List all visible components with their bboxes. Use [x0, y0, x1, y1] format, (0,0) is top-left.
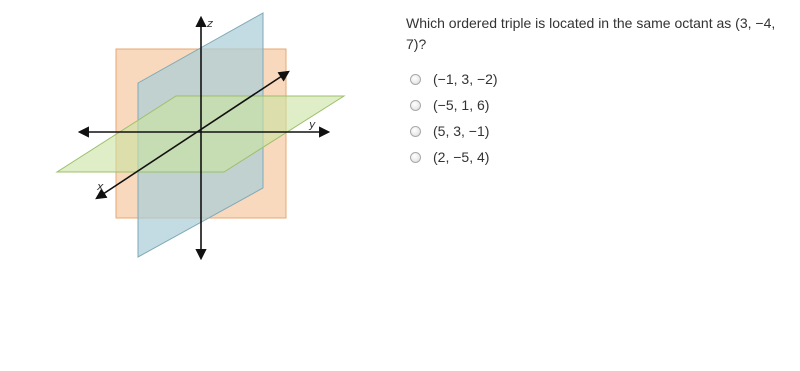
radio-button[interactable] [410, 74, 421, 85]
y-axis-label: y [309, 118, 316, 131]
coordinate-planes-diagram [50, 10, 350, 265]
octant-figure [50, 10, 350, 265]
answer-options [410, 66, 498, 170]
answer-option-label: (2, −5, 4) [433, 149, 490, 165]
answer-option-4[interactable] [410, 144, 498, 170]
z-axis-label: z [207, 17, 213, 30]
radio-button[interactable] [410, 126, 421, 137]
x-axis-label: x [97, 180, 104, 193]
question-text: Which ordered triple is located in the same octant as (3, −4, 7)? [406, 15, 776, 52]
answer-option-label: (5, 3, −1) [433, 123, 490, 139]
answer-option-label: (−5, 1, 6) [433, 97, 490, 113]
answer-option-2[interactable] [410, 92, 498, 118]
answer-option-1[interactable] [410, 66, 498, 92]
radio-button[interactable] [410, 100, 421, 111]
answer-option-3[interactable] [410, 118, 498, 144]
radio-button[interactable] [410, 152, 421, 163]
answer-option-label: (−1, 3, −2) [433, 71, 498, 87]
